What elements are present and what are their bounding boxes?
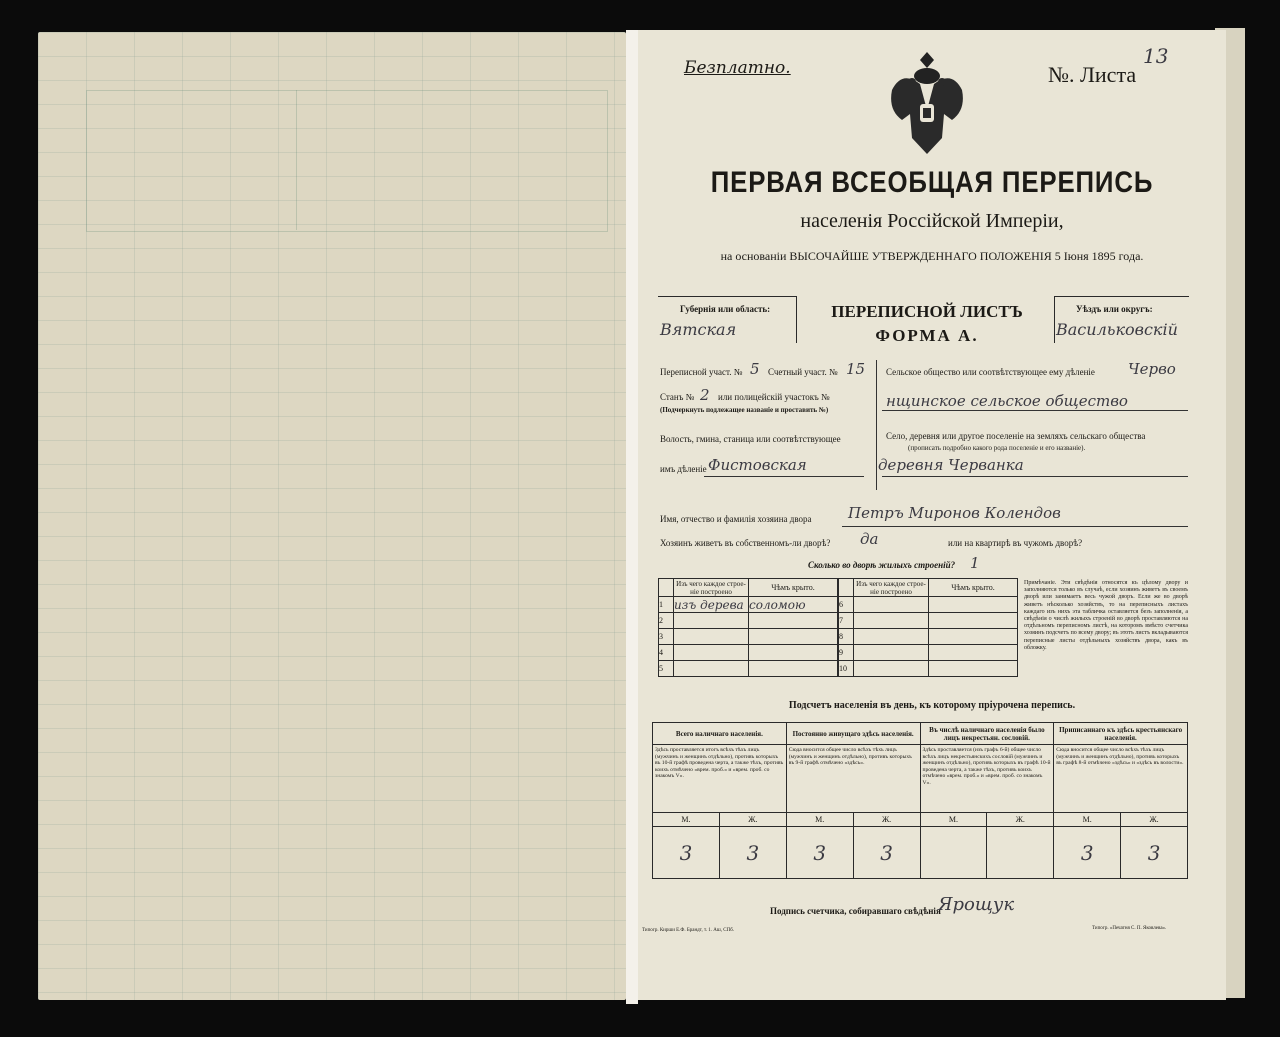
row-number: 4 xyxy=(659,645,674,661)
male-header: М. xyxy=(786,813,853,827)
village-value: деревня Черванка xyxy=(878,456,1024,474)
form-title-2: ФОРМА А. xyxy=(875,326,979,345)
material-cell: изъ дерева xyxy=(674,597,749,613)
census-area-label: Переписной участ. № xyxy=(660,367,743,377)
society-underline xyxy=(882,410,1188,411)
form-main-title: ПЕРВАЯ ВСЕОБЩАЯ ПЕРЕПИСЬ xyxy=(710,166,1154,199)
double-headed-eagle-emblem xyxy=(882,50,972,160)
buildings-table-left xyxy=(658,578,838,677)
female-header: Ж. xyxy=(987,813,1054,827)
permanent-male-count: 3 xyxy=(786,827,853,879)
form-title-1: ПЕРЕПИСНОЙ ЛИСТЪ xyxy=(831,302,1023,321)
roof-cell xyxy=(749,661,838,677)
row-number: 3 xyxy=(659,629,674,645)
nonpeasant-female-count xyxy=(987,827,1054,879)
female-header: Ж. xyxy=(1121,813,1188,827)
roof-cell: соломою xyxy=(749,597,838,613)
footer-printer-left: Типогр. Кирши Е.Ф. Брандт, т. 1. Аш, СПб. xyxy=(642,928,735,933)
row-number: 6 xyxy=(839,597,854,613)
free-label: Безплатно. xyxy=(684,58,791,78)
count-area-label: Счетный участ. № xyxy=(768,367,838,377)
tally-col-permanent-title: Постоянно живущаго здѣсь населенія. xyxy=(786,723,920,745)
society-value-2: нщинское сельское общество xyxy=(886,392,1128,410)
male-header: М. xyxy=(1054,813,1121,827)
own-yard-label: Хозяинъ живетъ въ собственномъ-ли дворѣ? xyxy=(660,538,831,548)
roof-cell xyxy=(749,613,838,629)
sheet-number-label: №. Листа xyxy=(1048,62,1137,87)
police-area-label: или полицейскій участокъ № xyxy=(718,392,830,402)
male-header: М. xyxy=(920,813,987,827)
census-area-value: 5 xyxy=(750,360,760,378)
form-subtitle: населенія Россійской Имперіи, xyxy=(800,210,1064,232)
village-label: Село, деревня или другое поселеніе на земляхъ сельскаго общества xyxy=(886,431,1146,441)
underline-note: (Подчеркнуть подлежащее названіе и проставить №) xyxy=(660,406,829,414)
district-value: Васильковскій xyxy=(1056,320,1178,339)
buildings-value: 1 xyxy=(970,554,980,572)
buildings-col-material: Изъ чего каждое строе-ніе построено xyxy=(674,579,749,597)
peasant-male-count: 3 xyxy=(1054,827,1121,879)
tally-col-peasant-title: Приписаннаго къ здѣсь крестьянскаго населенія. xyxy=(1054,723,1188,745)
tally-col-permanent-desc: Сюда вносится общее число всѣхъ тѣхъ лицъ (мужчинъ и женщинъ отдѣльно), противъ которыхъ въ 9-й графѣ отмѣчено «здѣсь». xyxy=(786,745,920,813)
signature-label: Подпись счетчика, собиравшаго свѣдѣнія xyxy=(770,906,941,916)
society-value-1: Черво xyxy=(1128,360,1176,378)
row-number: 9 xyxy=(839,645,854,661)
volost-underline xyxy=(704,476,864,477)
tally-col-total-title: Всего наличнаго населенія. xyxy=(653,723,787,745)
material-cell xyxy=(674,629,749,645)
peasant-female-count: 3 xyxy=(1121,827,1188,879)
row-number: 5 xyxy=(659,661,674,677)
volost-label: Волость, гмина, станица или соотвѣтствующее xyxy=(660,434,841,444)
tally-table xyxy=(652,722,1188,879)
tally-col-nonpeasant-title: Въ числѣ наличнаго населенія было лицъ некрестьян. сословій. xyxy=(920,723,1054,745)
buildings-col-material: Изъ чего каждое строе-ніе построено xyxy=(854,579,929,597)
buildings-col-roof: Чѣмъ крыто. xyxy=(929,579,1018,597)
material-cell xyxy=(674,645,749,661)
village-underline xyxy=(882,476,1188,477)
row-number: 8 xyxy=(839,629,854,645)
female-header: Ж. xyxy=(719,813,786,827)
footer-printer-right: Типогр. «Печатня С. П. Яковлева». xyxy=(1092,926,1167,931)
district-label: Уѣздъ или округъ: xyxy=(1076,304,1153,314)
buildings-col-roof: Чѣмъ крыто. xyxy=(749,579,838,597)
count-area-value: 15 xyxy=(846,360,866,378)
roof-cell xyxy=(749,629,838,645)
province-value: Вятская xyxy=(660,320,737,339)
buildings-label: Сколько во дворѣ жилыхъ строеній? xyxy=(808,560,956,570)
society-label: Сельское общество или соотвѣтствующее ему дѣленіе xyxy=(886,367,1095,377)
buildings-note: Примѣчаніе. Эти свѣдѣнія относятся къ цѣлому двору и заполняются только въ случаѣ, если хозяинъ живетъ въ своемъ дворѣ или занимаетъ весь чужой дворъ. Если же во дворѣ живетъ нѣсколько хозяйствъ, то на переписныхъ листахъ каждаго изъ нихъ эта табличка оставляется безъ заполненія, а свѣдѣнія о числѣ жилыхъ строеній во дворѣ проставляются на отдѣльномъ переписномъ листѣ, на которомъ вмѣсто счетчика хозяинъ подсчетъ по всему двору; въ этотъ листъ вкладываются переписные листы отдѣльныхъ хозяйствъ двора, какъ въ обложку. xyxy=(1024,580,1188,651)
census-form-page xyxy=(638,30,1226,1000)
own-yard-value: да xyxy=(860,530,879,548)
total-female-count: 3 xyxy=(719,827,786,879)
roof-cell xyxy=(749,645,838,661)
tally-col-nonpeasant-desc: Здѣсь проставляется (изъ графъ 6-й) общее число всѣхъ лицъ некрестьянскихъ сословій (мужчинъ и женщинъ отдѣльно), противъ которыхъ въ графѣ 10-й проведена черта, а также тѣхъ, противъ коихъ отмѣчено «врем. проб.» и «врем. проб. со знакомъ V». xyxy=(920,745,1054,813)
nonpeasant-male-count xyxy=(920,827,987,879)
tally-heading: Подсчетъ населенія въ день, къ которому пріурочена перепись. xyxy=(788,700,1076,711)
row-number: 2 xyxy=(659,613,674,629)
form-basis-line: на основаніи ВЫСОЧАЙШЕ УТВЕРЖДЕННАГО ПОЛОЖЕНІЯ 5 Іюня 1895 года. xyxy=(720,249,1144,263)
bleed-through-column xyxy=(86,90,297,230)
stan-value: 2 xyxy=(700,386,710,404)
row-number: 1 xyxy=(659,597,674,613)
permanent-female-count: 3 xyxy=(853,827,920,879)
volost-label-2: имъ дѣленіе xyxy=(660,464,707,474)
owner-value: Петръ Миронов Колендов xyxy=(848,504,1061,522)
material-cell xyxy=(674,661,749,677)
row-number: 7 xyxy=(839,613,854,629)
rent-label: или на квартирѣ въ чужомъ дворѣ? xyxy=(948,538,1083,548)
left-page xyxy=(38,32,626,1000)
tally-col-total-desc: Здѣсь проставляется итогъ всѣхъ тѣхъ лицъ (мужчинъ и женщинъ отдѣльно), противъ которыхъ въ 10-й графѣ проведена черта, а также тѣхъ, противъ коихъ отмѣчено «врем. проб.» и «врем. проб. со знакомъ V». xyxy=(653,745,787,813)
material-cell xyxy=(674,613,749,629)
owner-underline xyxy=(842,526,1188,527)
buildings-table-right xyxy=(838,578,1018,677)
province-label: Губернія или область: xyxy=(680,304,771,314)
total-male-count: 3 xyxy=(653,827,720,879)
village-note: (прописать подробно какого рода поселеніе и его названіе). xyxy=(908,444,1086,452)
owner-label: Имя, отчество и фамилія хозяина двора xyxy=(660,514,812,524)
male-header: М. xyxy=(653,813,720,827)
page-edge xyxy=(626,30,638,1004)
volost-value: Фистовская xyxy=(708,456,807,474)
female-header: Ж. xyxy=(853,813,920,827)
row-number: 10 xyxy=(839,661,854,677)
enumerator-signature: Ярощук xyxy=(938,894,1015,915)
stan-label: Станъ № xyxy=(660,392,695,402)
tally-col-peasant-desc: Сюда вносится общее число всѣхъ тѣхъ лицъ (мужчинъ и женщинъ отдѣльно), противъ которыхъ въ графѣ 8-й отмѣчено «здѣсь» и «здѣсь въ волости». xyxy=(1054,745,1188,813)
sheet-number-value: 13 xyxy=(1143,44,1169,68)
